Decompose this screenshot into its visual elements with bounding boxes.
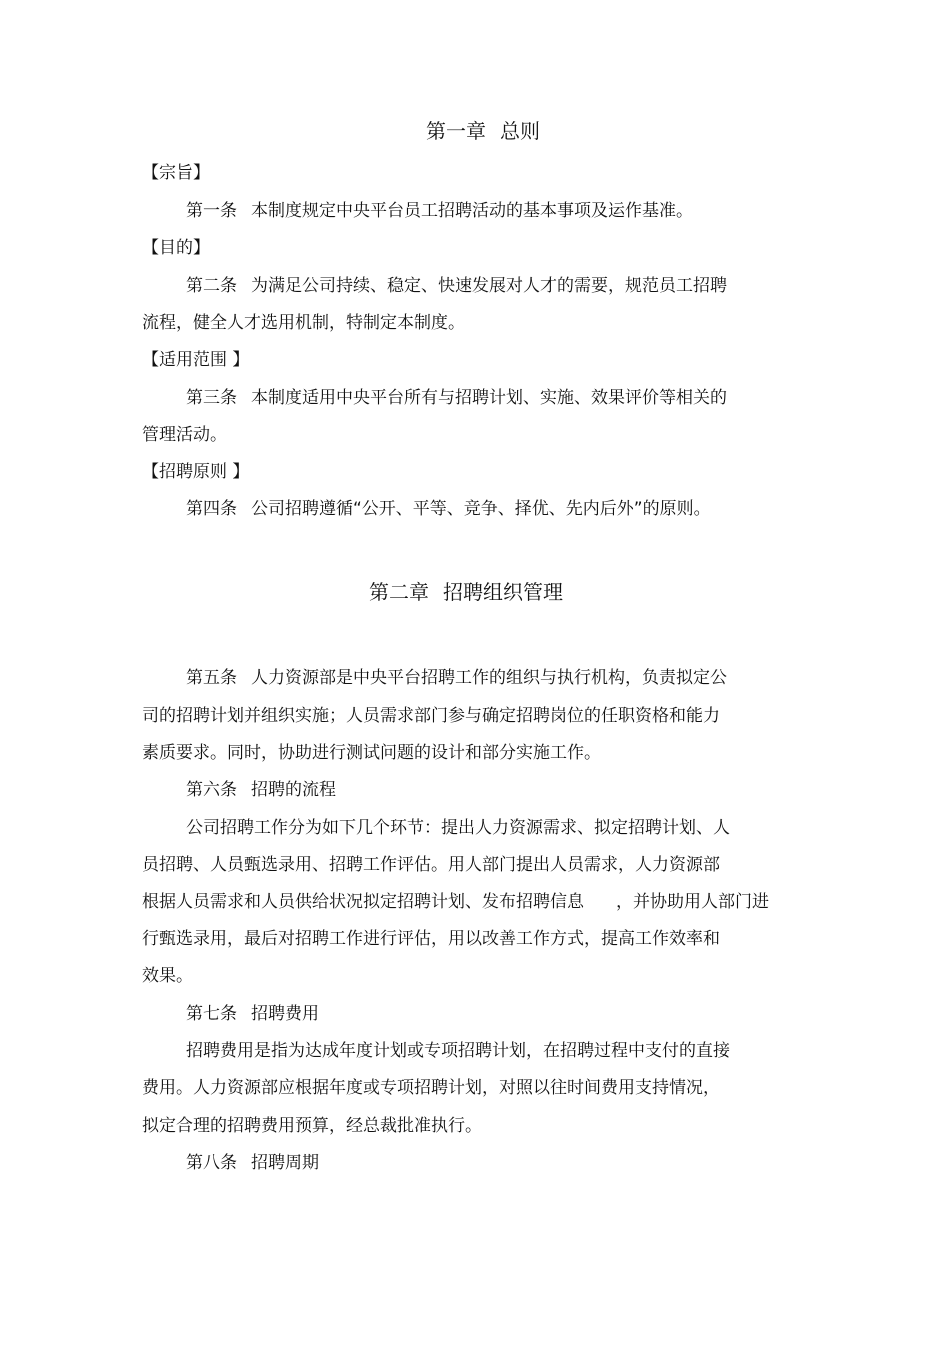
article-3-line1: 本制度适用中央平台所有与招聘计划、实施、效果评价等相关的 xyxy=(251,388,727,408)
article-1-text: 本制度规定中央平台员工招聘活动的基本事项及运作基准。 xyxy=(251,201,693,221)
article-8-title: 招聘周期 xyxy=(251,1153,319,1173)
section-scope: 【适用范围 】 xyxy=(142,350,250,370)
article-6-line1: 公司招聘工作分为如下几个环节：提出人力资源需求、拟定招聘计划、人 xyxy=(186,818,730,838)
article-1 xyxy=(186,201,693,221)
article-7-label: 第七条 xyxy=(186,1004,237,1024)
article-7-line3: 拟定合理的招聘费用预算，经总裁批准执行。 xyxy=(142,1116,482,1136)
article-1-label: 第一条 xyxy=(186,201,237,221)
article-4-label: 第四条 xyxy=(186,499,237,519)
article-6-line3 xyxy=(142,892,769,912)
article-4 xyxy=(186,499,711,519)
article-2 xyxy=(186,276,727,296)
section-purpose: 【宗旨】 xyxy=(142,163,210,183)
article-6-line2: 员招聘、人员甄选录用、招聘工作评估。用人部门提出人员需求，人力资源部 xyxy=(142,855,720,875)
article-4-text: 公司招聘遵循“公开、平等、竞争、择优、先内后外”的原则。 xyxy=(251,499,711,519)
article-7-line2: 费用。人力资源部应根据年度或专项招聘计划，对照以往时间费用支持情况， xyxy=(142,1078,720,1098)
article-6-line3b: ，并协助用人部门进 xyxy=(616,892,769,912)
chapter-2-title: 招聘组织管理 xyxy=(443,580,563,604)
article-6-line5: 效果。 xyxy=(142,966,193,986)
article-7-title: 招聘费用 xyxy=(251,1004,319,1024)
article-3-line2: 管理活动。 xyxy=(142,425,227,445)
article-6-label: 第六条 xyxy=(186,780,237,800)
chapter-2-heading xyxy=(369,580,563,604)
article-7 xyxy=(186,1004,319,1024)
article-3 xyxy=(186,388,727,408)
article-5-line2: 司的招聘计划并组织实施；人员需求部门参与确定招聘岗位的任职资格和能力 xyxy=(142,706,720,726)
chapter-1-title: 总则 xyxy=(500,119,540,143)
article-6-line4: 行甄选录用，最后对招聘工作进行评估，用以改善工作方式，提高工作效率和 xyxy=(142,929,720,949)
section-objective: 【目的】 xyxy=(142,238,210,258)
article-2-line1: 为满足公司持续、稳定、快速发展对人才的需要，规范员工招聘 xyxy=(251,276,727,296)
article-5 xyxy=(186,668,727,688)
article-7-line1: 招聘费用是指为达成年度计划或专项招聘计划，在招聘过程中支付的直接 xyxy=(186,1041,730,1061)
chapter-2-number: 第二章 xyxy=(369,580,429,604)
article-2-label: 第二条 xyxy=(186,276,237,296)
article-8-label: 第八条 xyxy=(186,1153,237,1173)
article-2-line2: 流程，健全人才选用机制，特制定本制度。 xyxy=(142,313,465,333)
article-6 xyxy=(186,780,336,800)
article-5-line3: 素质要求。同时，协助进行测试问题的设计和部分实施工作。 xyxy=(142,743,601,763)
article-8 xyxy=(186,1153,319,1173)
article-6-title: 招聘的流程 xyxy=(251,780,336,800)
article-3-label: 第三条 xyxy=(186,388,237,408)
article-6-line3a: 根据人员需求和人员供给状况拟定招聘计划、发布招聘信息 xyxy=(142,892,584,912)
article-5-line1: 人力资源部是中央平台招聘工作的组织与执行机构，负责拟定公 xyxy=(251,668,727,688)
section-principles: 【招聘原则 】 xyxy=(142,462,250,482)
article-5-label: 第五条 xyxy=(186,668,237,688)
chapter-1-heading xyxy=(426,119,540,143)
chapter-1-number: 第一章 xyxy=(426,119,486,143)
